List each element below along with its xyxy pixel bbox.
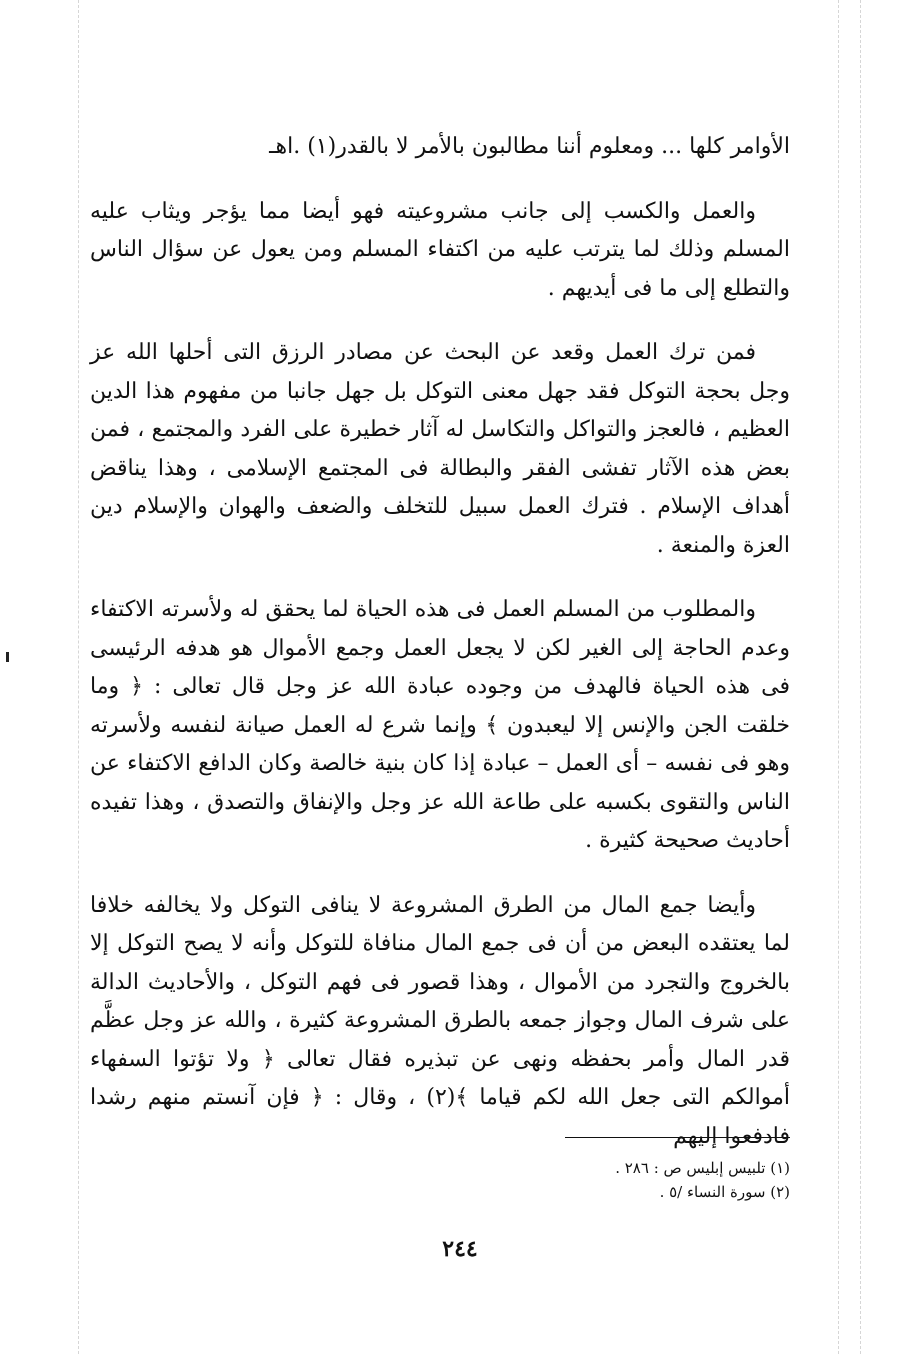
paragraph: وأيضا جمع المال من الطرق المشروعة لا ينافى التوكل ولا يخالفه خلافا لما يعتقده البعض من أن فى جمع المال منافاة للتوكل وأنه لا يصح التوكل إلا بالخروج والتجرد من الأموال ، وهذا قصور فى فهم التوكل ، والأحاديث الدالة على شرف المال وجواز جمعه بالطرق المشروعة كثيرة ، والله عز وجل عظَّم قدر المال وأمر بحفظه ونهى عن تبذيره فقال تعالى ﴿ ولا تؤتوا السفهاء أموالكم التى جعل الله لكم قياما ﴾(٢) ، وقال : ﴿ فإن آنستم منهم رشدا فادفعوا إليهم xyxy=(90,892,791,1149)
scan-guide-line xyxy=(860,0,861,1354)
page-number: ٢٤٤ xyxy=(442,1236,478,1262)
margin-mark xyxy=(6,652,9,662)
paragraph: والمطلوب من المسلم العمل فى هذه الحياة لما يحقق له ولأسرته الاكتفاء وعدم الحاجة إلى الغير لكن لا يجعل العمل وجمع الأموال هو هدفه الرئيسى فى هذه الحياة فالهدف من وجوده عبادة الله عز وجل قال تعالى : ﴿ وما خلقت الجن والإنس إلا ليعبدون ﴾ وإنما شرع له العمل صيانة لنفسه ولأسرته وهو فى نفسه – أى العمل – عبادة إذا كان بنية خالصة وكان الدافع الاكتفاء عن الناس والتقوى بكسبه على طاعة الله عز وجل والإنفاق والتصدق ، وهذا تفيده أحاديث صحيحة كثيرة . xyxy=(90,597,790,853)
footnotes xyxy=(390,1156,790,1204)
scan-guide-line xyxy=(78,0,79,1354)
paragraph: والعمل والكسب إلى جانب مشروعيته فهو أيضا مما يؤجر ويثاب عليه المسلم وذلك لما يترتب عليه من اكتفاء المسلم ومن يعول عن سؤال الناس والتطلع إلى ما فى أيديهم . xyxy=(90,198,790,301)
footnote: (٢) سورة النساء /٥ . xyxy=(659,1183,790,1201)
footnote-divider xyxy=(565,1137,790,1138)
paragraph: فمن ترك العمل وقعد عن البحث عن مصادر الرزق التى أحلها الله عز وجل بحجة التوكل فقد جهل معنى التوكل بل جهل جانبا من مفهوم هذا الدين العظيم ، فالعجز والتواكل والتكاسل له آثار خطيرة على الفرد والمجتمع ، فمن بعض هذه الآثار تفشى الفقر والبطالة فى المجتمع الإسلامى ، وهذا يناقض أهداف الإسلام . فترك العمل سبيل للتخلف والضعف والهوان والإسلام دين العزة والمنعة . xyxy=(90,340,790,558)
paragraph: الأوامر كلها ... ومعلوم أننا مطالبون بالأمر لا بالقدر(١) .اهـ xyxy=(269,134,790,159)
body-text xyxy=(90,128,790,1182)
footnote: (١) تلبيس إبليس ص : ٢٨٦ . xyxy=(615,1159,790,1177)
scan-guide-line xyxy=(838,0,839,1354)
